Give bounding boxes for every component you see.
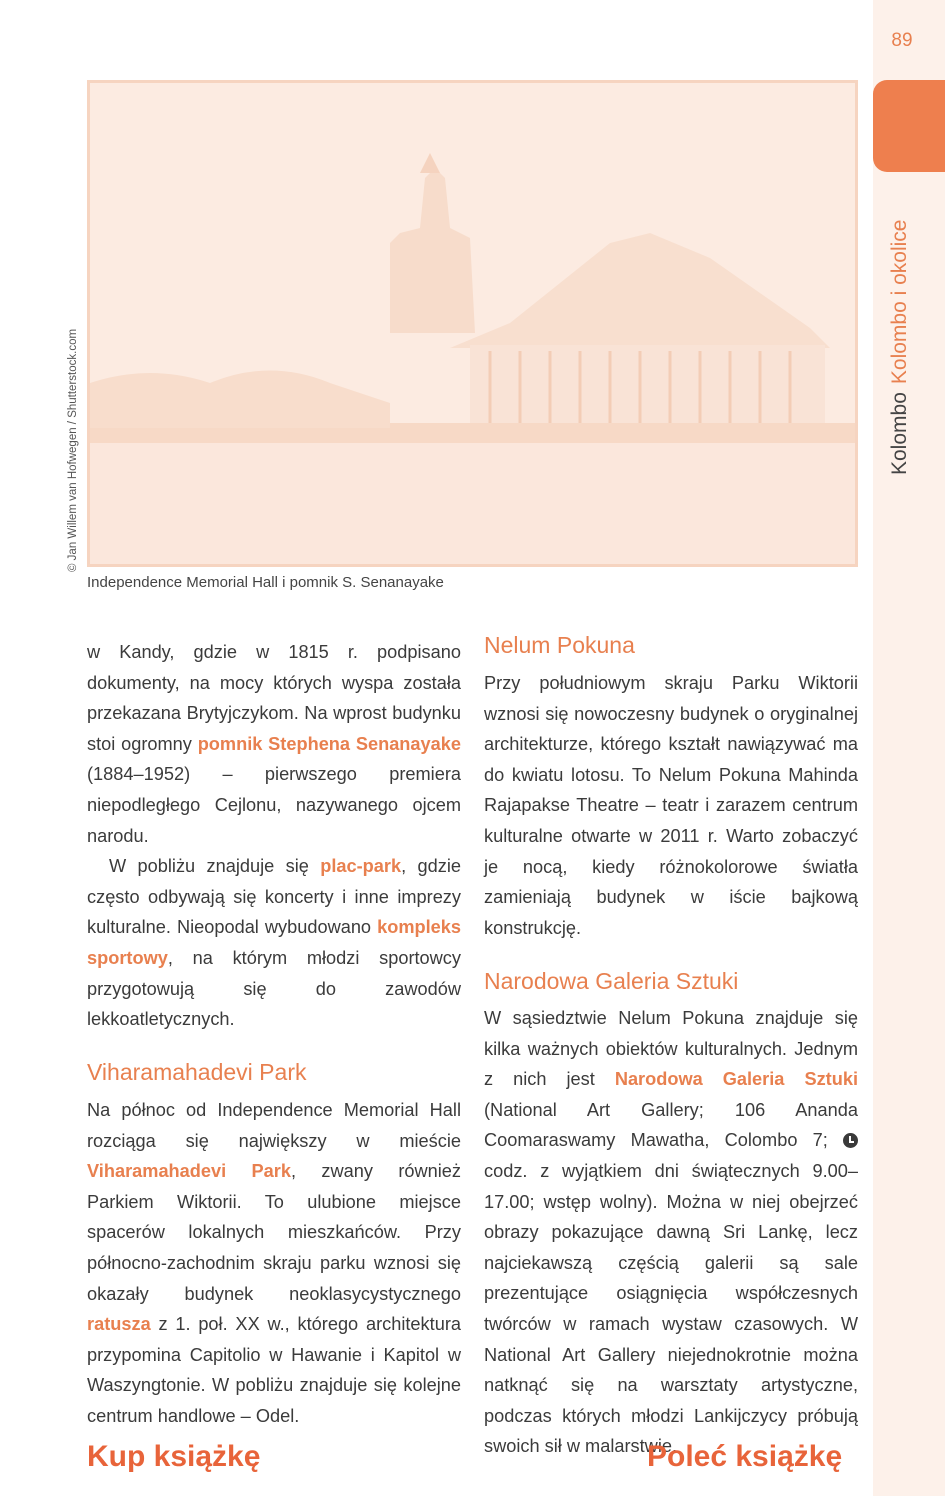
clock-icon bbox=[843, 1133, 858, 1148]
paragraph: W sąsiedztwie Nelum Pokuna znajduje się kilka ważnych obiektów kulturalnych. Jednym z nich jest Narodowa Galeria Sztuki (National Art Gallery; 106 Ananda Coomaraswamy Mawatha, Colombo 7; codz. z wyjątkiem dni świątecznych 9.00–17.00; wstęp wolny). Można w niej obejrzeć obrazy pokazujące dawną Sri Lankę, lecz najciekawszą częścią galerii są sale prezentujące osiągnięcia współczesnych twórców w ramach wystaw czasowych. W National Art Gallery niejednokrotnie można natknąć się na warsztaty artystyczne, podczas których młodzi Lankijczycy próbują swoich sił w malarstwie. bbox=[484, 1008, 858, 1457]
photo-illustration bbox=[90, 83, 855, 564]
column-left bbox=[87, 637, 461, 1035]
photo-independence-hall bbox=[87, 80, 858, 567]
column-left-lower bbox=[87, 1095, 461, 1432]
paragraph: W pobliżu znajduje się plac-park, gdzie często odbywają się koncerty i inne imprezy kulturalne. Nieopodal wybudowano kompleks sportowy, na którym młodzi sportowcy przygotowują się do zawodów lekkoatletycznych. bbox=[87, 856, 461, 1030]
column-right-lower bbox=[484, 1003, 858, 1462]
page-number: 89 bbox=[891, 30, 913, 51]
paragraph: Na północ od Independence Memorial Hall rozciąga się największy w mieście Viharamahadevi Park, zwany również Parkiem Wiktorii. To ulubione miejsce spacerów lokalnych mieszkańców. Przy północno-zachodnim skraju parku wznosi się okazały budynek neoklasycystycznego ratusza z 1. poł. XX w., którego architektura przypomina Capitolio w Hawanie i Kapitol w Waszyngtonie. W pobliżu znajduje się kolejne centrum handlowe – Odel. bbox=[87, 1100, 461, 1426]
highlight-galeria: Narodowa Galeria Sztuki bbox=[614, 1069, 858, 1090]
column-right bbox=[484, 668, 858, 943]
recommend-book-link[interactable]: Poleć książkę bbox=[647, 1440, 843, 1473]
paragraph: Przy południowym skraju Parku Wiktorii wznosi się nowoczesny budynek o oryginalnej architekturze, którego kształt nawiązywać ma do kwiatu lotosu. To Nelum Pokuna Mahinda Rajapakse Theatre – teatr i zarazem centrum kulturalne otwarte w 2011 r. Warto zobaczyć je nocą, kiedy różnokolorowe światła zamieniają budynek w iście bajkową konstrukcję. bbox=[484, 673, 858, 938]
running-title-part1: Kolombo bbox=[888, 392, 911, 475]
paragraph: w Kandy, gdzie w 1815 r. podpisano dokumenty, na mocy których wyspa została przekazana Brytyjczykom. Na wprost budynku stoi ogromny pomnik Stephena Senanayake (1884–1952) – pierwszego premiera niepodległego Cejlonu, nazywanego ojcem narodu. bbox=[87, 642, 461, 846]
photo-caption: Independence Memorial Hall i pomnik S. Senanayake bbox=[87, 574, 444, 591]
heading-nelum-pokuna: Nelum Pokuna bbox=[484, 632, 635, 658]
highlight-park: Viharamahadevi Park bbox=[87, 1161, 291, 1182]
photo-credit: © Jan Willem van Hofwegen / Shutterstock.com bbox=[67, 328, 79, 572]
chapter-tab bbox=[873, 80, 945, 172]
heading-viharamahadevi: Viharamahadevi Park bbox=[87, 1059, 307, 1085]
running-title-part2: Kolombo i okolice bbox=[888, 219, 911, 385]
running-title bbox=[888, 220, 912, 475]
heading-galeria: Narodowa Galeria Sztuki bbox=[484, 968, 739, 994]
highlight-ratusz: ratusza bbox=[87, 1314, 151, 1335]
buy-book-link[interactable]: Kup książkę bbox=[87, 1440, 261, 1473]
highlight-plac-park: plac-park bbox=[320, 856, 402, 877]
highlight-kompleks: kompleks sportowy bbox=[87, 917, 461, 968]
highlight-pomnik: pomnik Stephena Senanayake bbox=[197, 733, 461, 754]
